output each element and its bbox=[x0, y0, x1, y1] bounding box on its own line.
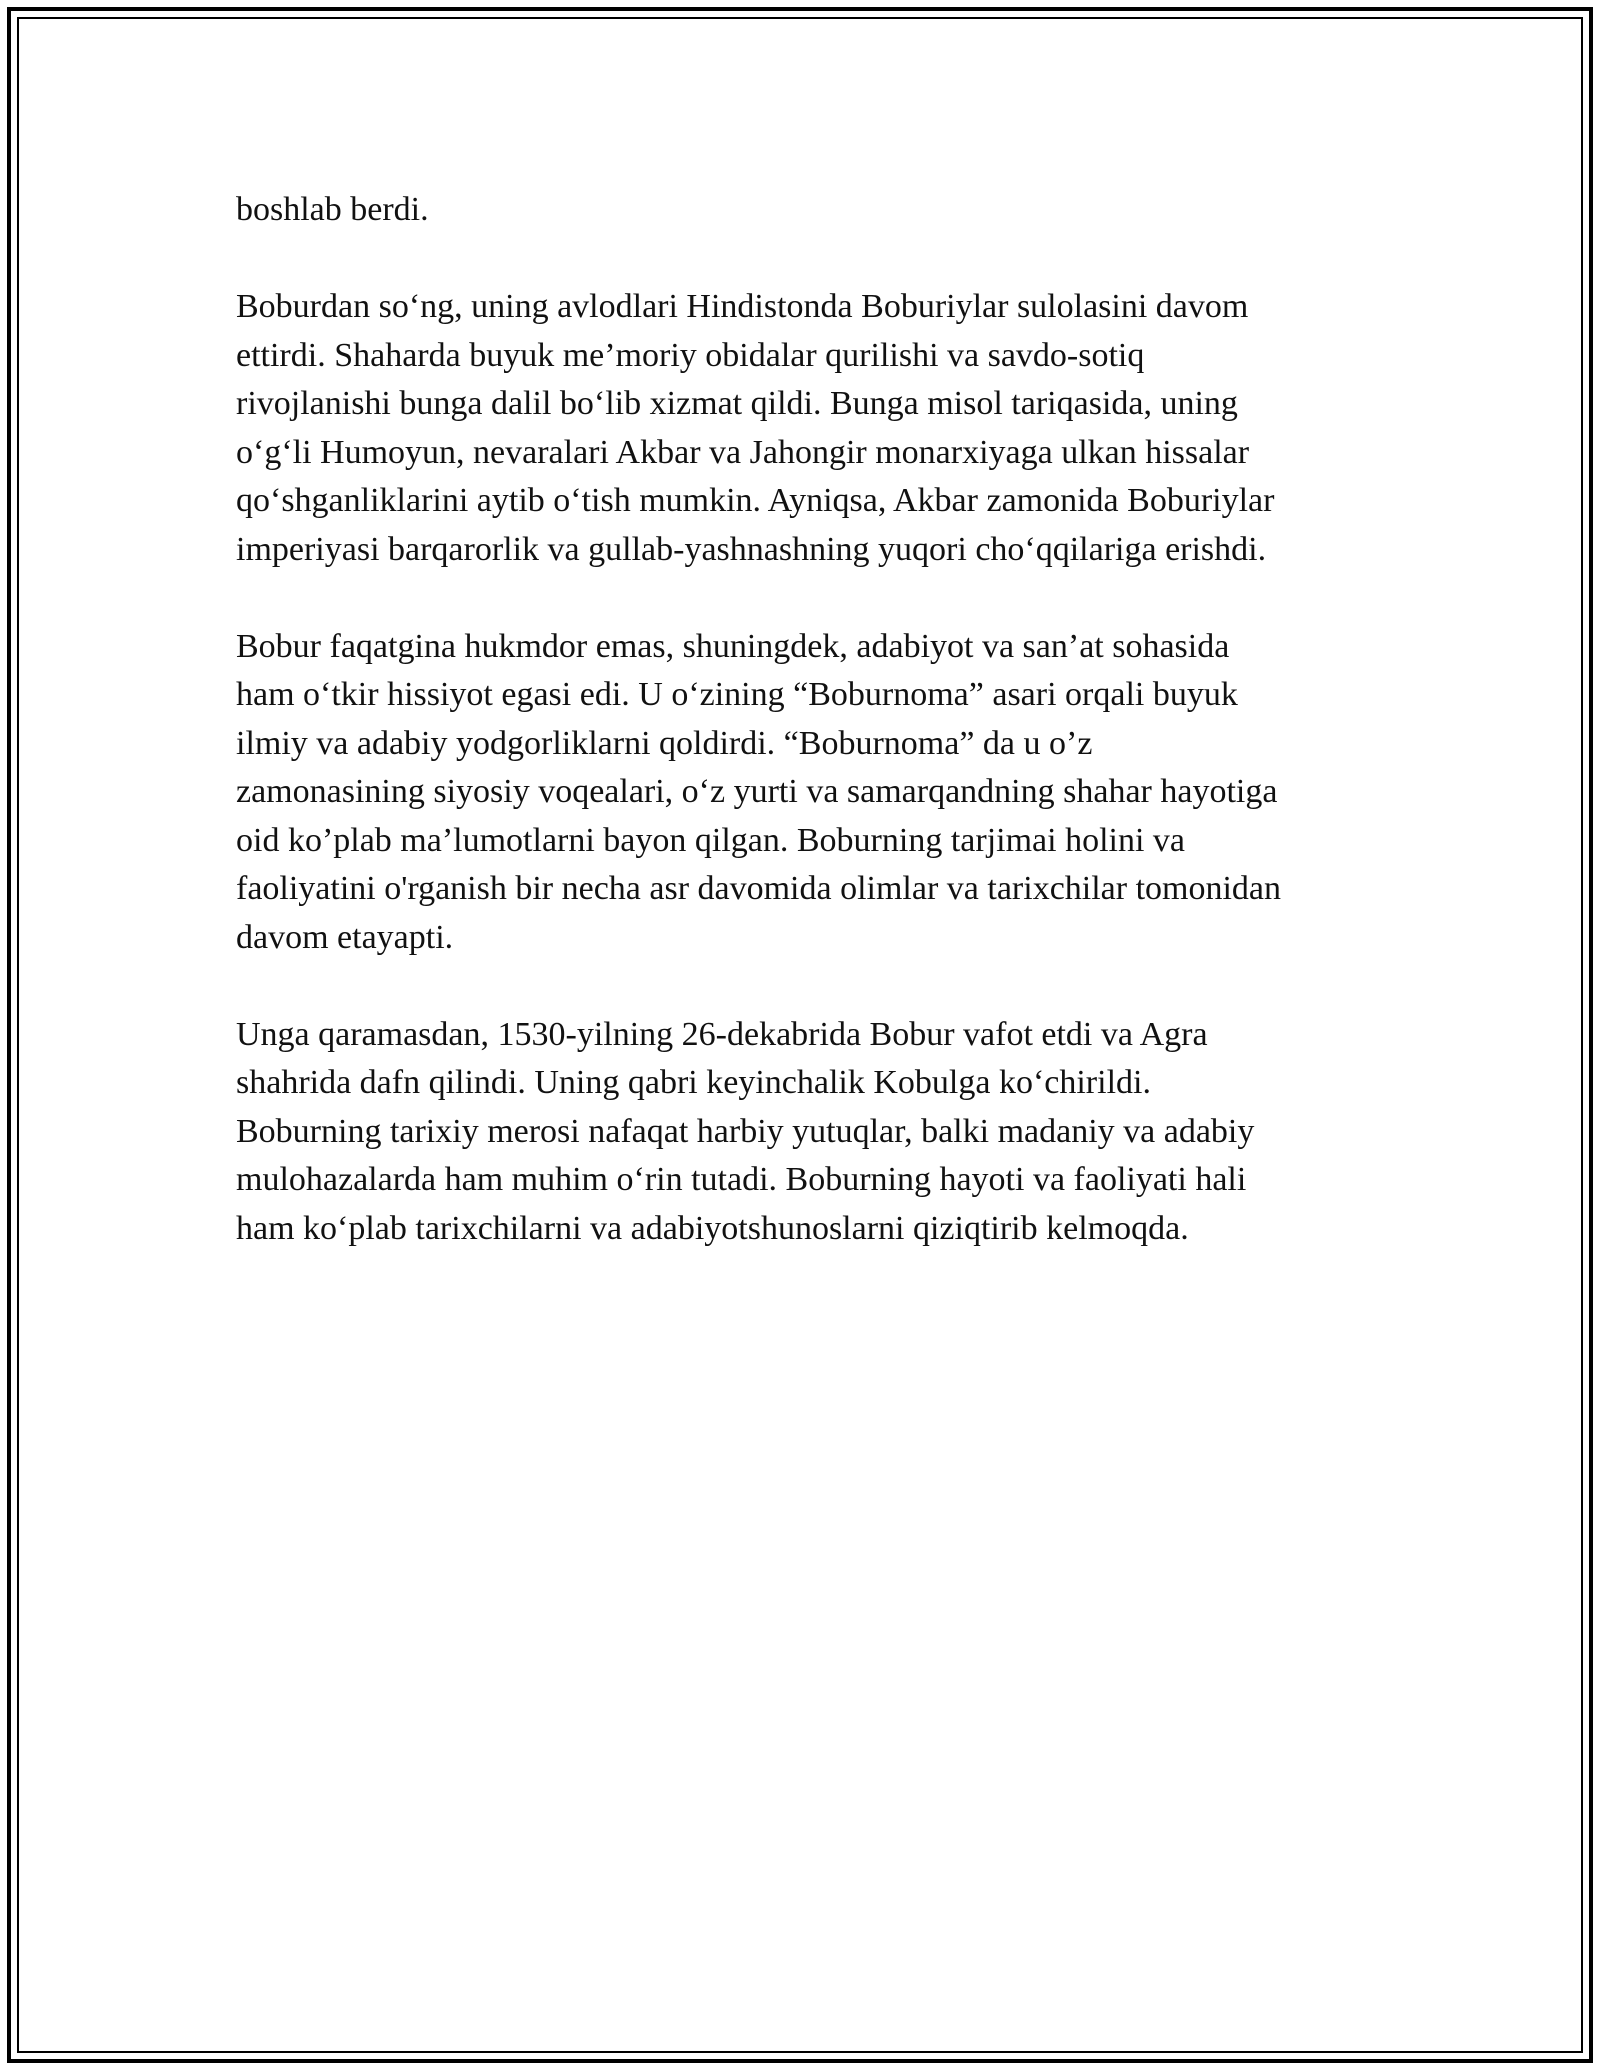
paragraph-continuation: boshlab berdi. bbox=[236, 191, 429, 228]
document-body bbox=[236, 186, 1376, 1302]
paragraph-boburnoma: Bobur faqatgina hukmdor emas, shuningdek, adabiyot va san’at sohasida ham o‘tkir hissiyot egasi edi. U o‘zining “Boburnoma” asari orqali buyuk ilmiy va adabiy yodgorliklarni qoldirdi. “Boburnoma” da u o’z zamonasining siyosiy voqealari, o‘z yurti va samarqandning shahar hayotiga oid ko’plab ma’lumotlarni bayon qilgan. Boburning tarjimai holini va faoliyatini o'rganish bir necha asr davomida olimlar va tarixchilar tomonidan davom etayapti. bbox=[236, 627, 1282, 956]
paragraph-descendants: Boburdan so‘ng, uning avlodlari Hindistonda Boburiylar sulolasini davom ettirdi. Shaharda buyuk me’moriy obidalar qurilishi va savdo-sotiq rivojlanishi bunga dalil bo‘lib xizmat qildi. Bunga misol tariqasida, uning o‘g‘li Humoyun, nevaralari Akbar va Jahongir monarxiyaga ulkan hissalar qo‘shganliklarini aytib o‘tish mumkin. Ayniqsa, Akbar zamonida Boburiylar imperiyasi barqarorlik va gullab-yashnashning yuqori cho‘qqilariga erishdi. bbox=[236, 288, 1275, 568]
paragraph-death-legacy: Unga qaramasdan, 1530-yilning 26-dekabrida Bobur vafot etdi va Agra shahrida dafn qilindi. Uning qabri keyinchalik Kobulga ko‘chirildi. Boburning tarixiy merosi nafaqat harbiy yutuqlar, balki madaniy va adabiy mulohazalarda ham muhim o‘rin tutadi. Boburning hayoti va faoliyati hali ham ko‘plab tarixchilarni va adabiyotshunoslarni qiziqtirib kelmoqda. bbox=[236, 1015, 1255, 1247]
